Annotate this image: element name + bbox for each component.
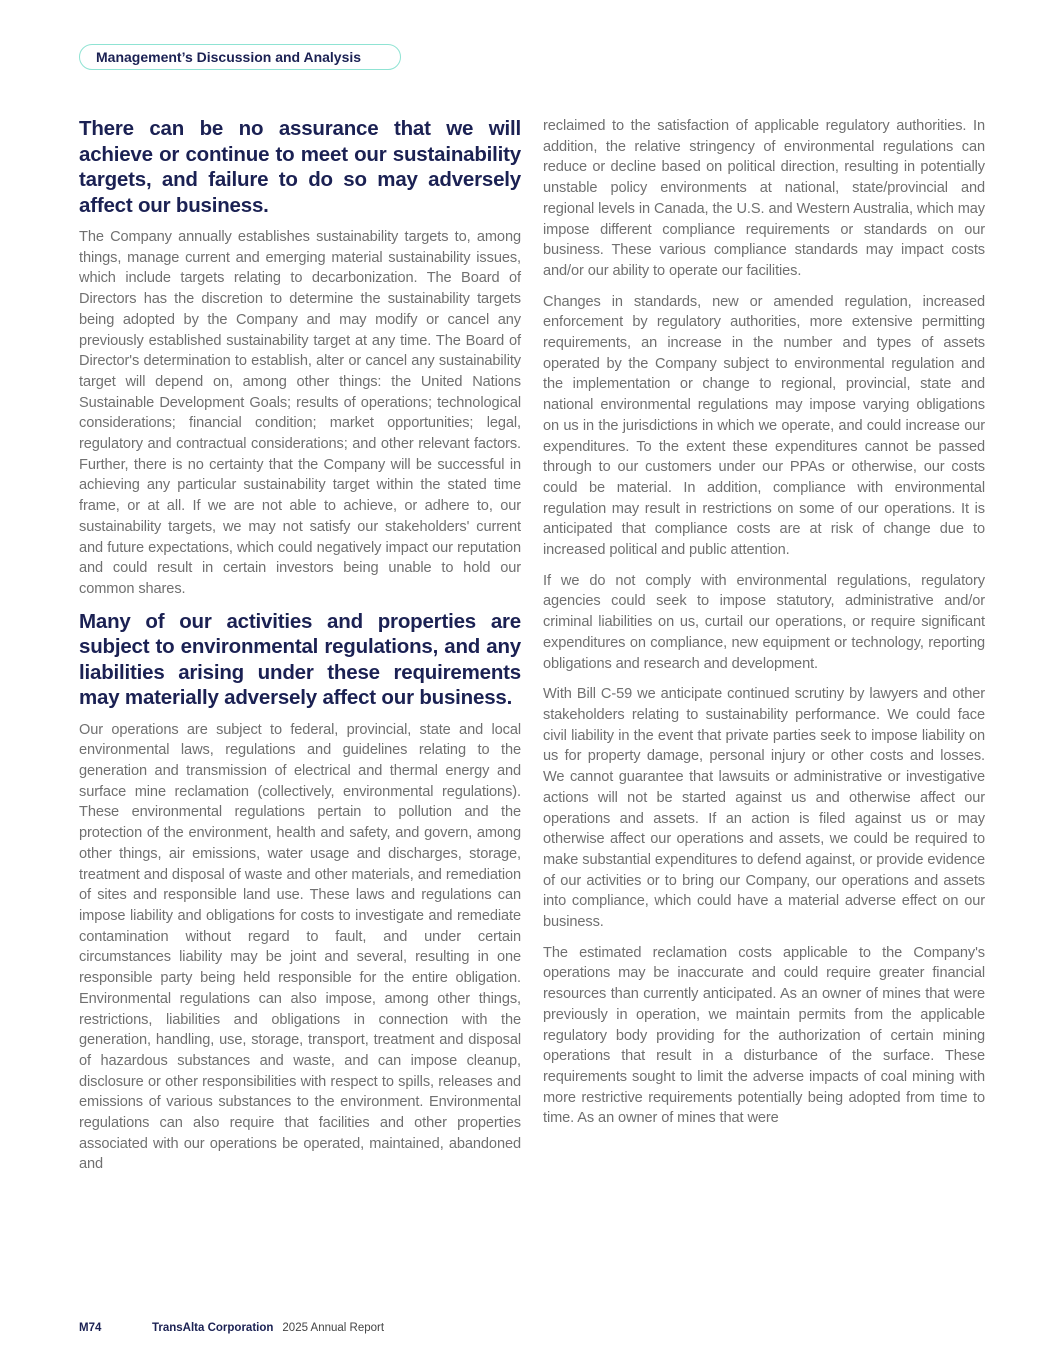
page-footer [79,1322,384,1334]
heading-environmental-regulations: Many of our activities and properties are subject to environmental regulations, and any liabilities arising under these requirements may materially adversely affect our business. [79,609,521,710]
paragraph-reclaimed: reclaimed to the satisfaction of applicable regulatory authorities. In addition, the relative stringency of environmental regulations can reduce or decline based on political direction, resulting in potentially unstable policy environments at national, state/provincial and regional levels in Canada, the U.S. and Western Australia, which may impose different compliance requirements or standards on our business. These various compliance standards may impact costs and/or our ability to operate our facilities. [543,118,985,279]
section-header-pill [79,44,401,70]
company-name: TransAlta Corporation [152,1322,274,1334]
paragraph-bill-c59: With Bill C-59 we anticipate continued scrutiny by lawyers and other stakeholders relating to sustainability performance. We could face civil liability in the event that private parties seek to impose liability on us for property damage, personal injury or other costs and losses. We cannot guarantee that lawsuits or administrative or investigative actions will not be started against us and otherwise affect our operations and assets. If an action is filed against us or may otherwise affect our operations and assets, we could be required to make substantial expenditures to defend against, or provide evidence of our activities or to bring our Company, our operations and assets into compliance, which could have a material adverse effect on our business. [543,686,985,931]
page-number: M74 [79,1322,102,1334]
report-name: 2025 Annual Report [282,1322,385,1334]
right-column [543,116,985,1139]
left-column [79,116,521,1184]
paragraph-changes-in-standards: Changes in standards, new or amended regulation, increased enforcement by regulatory authorities, more extensive permitting requirements, an increase in the number and types of assets operated by the Company subject to environmental regulation and the implementation or change to regional, provincial, state and national environmental regulations may impose varying obligations on us in the jurisdictions in which we operate, and could increase our expenditures. To the extent these expenditures cannot be passed through to our customers under our PPAs or otherwise, our costs could be material. In addition, compliance with environmental regulation may result in restrictions on some of our operations. It is anticipated that compliance costs are at risk of change due to increased political and public attention. [543,293,985,559]
paragraph-reclamation-costs: The estimated reclamation costs applicable to the Company's operations may be inaccurate and could require greater financial resources than currently anticipated. As an owner of mines that were previously in operation, we maintain permits from the applicable regulatory body providing for the authorization of certain mining operations that result in a disturbance of the surface. These requirements sought to limit the adverse impacts of coal mining with more restrictive requirements potentially being adopted from time to time. As an owner of mines that were [543,944,985,1127]
paragraph-environmental-regulations: Our operations are subject to federal, provincial, state and local environmental laws, regulations and guidelines relating to the generation and transmission of electrical and thermal energy and surface mine reclamation (collectively, environmental regulations). These environmental regulations pertain to pollution and the protection of the environment, health and safety, and govern, among other things, air emissions, water usage and discharges, storage, treatment and disposal of waste and other materials, and remediation of sites and responsible land use. These laws and regulations can impose liability and obligations for costs to investigate and remediate contamination without regard to fault, and under certain circumstances liability may be joint and several, resulting in one responsible party being held responsible for the entire obligation. Environmental regulations can also impose, among other things, restrictions, liabilities and obligations in connection with the generation, handling, use, storage, transport, treatment and disposal of hazardous substances and waste, and can impose cleanup, disclosure or other responsibilities with respect to spills, releases and emissions of various substances to the environment. Environmental regulations can also require that facilities and other properties associated with our operations be operated, maintained, abandoned and [79,721,521,1173]
paragraph-non-compliance: If we do not comply with environmental regulations, regulatory agencies could seek to impose statutory, administrative and/or criminal liabilities on us, curtail our operations, or require significant expenditures on compliance, new equipment or technology, reporting obligations and research and development. [543,572,985,672]
section-title: Management’s Discussion and Analysis [96,49,362,65]
paragraph-sustainability-targets: The Company annually establishes sustainability targets to, among things, manage current and emerging material sustainability issues, which include targets relating to decarbonization. The Board of Directors has the discretion to determine the sustainability targets being adopted by the Company and may modify or cancel any previously established sustainability target at any time. The Board of Director's determination to establish, alter or cancel any sustainability target will depend on, among other things: the United Nations Sustainable Development Goals; results of operations; technological considerations; financial condition; market opportunities; legal, regulatory and contractual considerations; and other relevant factors. Further, there is no certainty that the Company will be successful in achieving any particular sustainability target within the stated time frame, or at all. If we are not able to achieve, or adhere to, our sustainability targets, we may not satisfy our stakeholders' current and future expectations, which could negatively impact our reputation and could result in certain investors being unable to hold our common shares. [79,229,521,597]
heading-sustainability-targets: There can be no assurance that we will achieve or continue to meet our sustainability targets, and failure to do so may adversely affect our business. [79,117,521,217]
